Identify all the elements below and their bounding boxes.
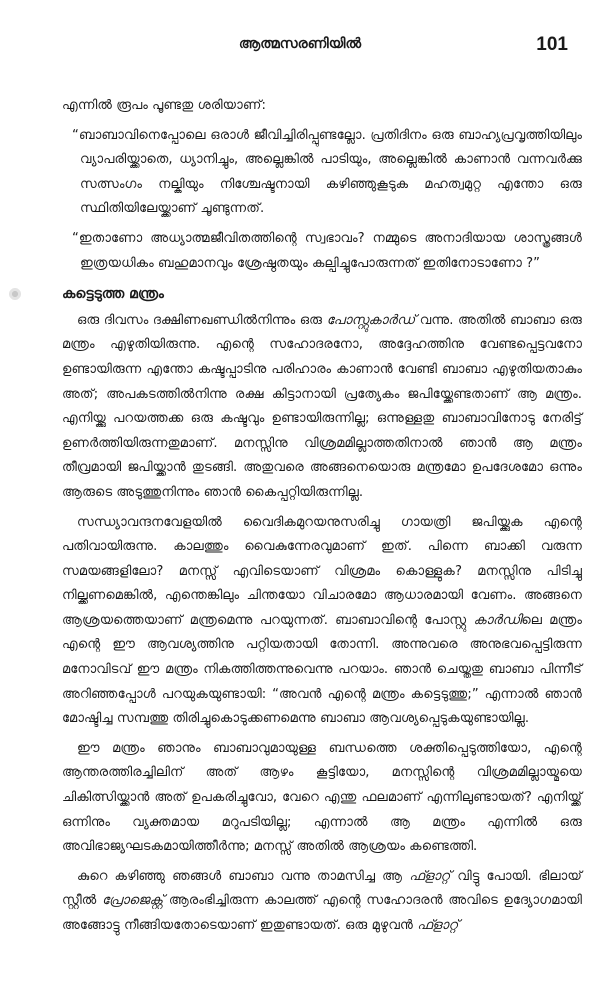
intro-paragraph: എന്നിൽ രൂപം പൂണ്ടതു ശരിയാണ്: xyxy=(62,98,266,113)
flat-term-1: ഫ്ളാറ്റ് xyxy=(409,868,451,884)
postcard-term: പോസ്റ്റുകാർഡ് xyxy=(326,312,416,328)
paragraph-4-text-c: ആരംഭിച്ചിരുന്ന കാലത്ത് എന്റെ സഹോദരൻ അവിടെ ഉദ്യോഗമായി അങ്ങോട്ടു നീങ്ങിയതോടെയാണ് ഇതുണ്ടായത്. ഒരു മുഴുവൻ xyxy=(62,893,582,933)
paragraph-2-text-a: സന്ധ്യാവന്ദനവേളയിൽ വൈദികമുറയനുസരിച്ചു ഗായത്രി ജപിയ്ക്കുക എന്റെ പതിവായിരുന്നു. കാലത്തും വൈകുന്നേരവുമാണ് ഇത്. പിന്നെ ബാക്കി വരുന്ന സമയങ്ങളിലോ? മനസ്സ് എവിടെയാണ് വിശ്രമം കൊള്ളുക? മനസ്സിനു പിടിച്ചു നില്ക്കണമെങ്കിൽ, എന്തെങ്കിലും ചിന്തയോ വിചാരമോ ആധാരമായി വേണം. അങ്ങനെ ആശ്രയത്തെയാണ് മന്ത്രമെന്നു പറയുന്നത്. ബാബാവിന്റെ പോസ്റ്റു xyxy=(62,514,582,628)
section-paragraph-2 xyxy=(62,511,582,732)
paragraph-1-text-a: ഒരു ദിവസം ദക്ഷിണഖണ്ഡിൽനിന്നും ഒരു xyxy=(77,312,327,328)
section-paragraph-3: ഈ മന്ത്രം ഞാനും ബാബാവുമായുള്ള ബന്ധത്തെ ശക്തിപ്പെടുത്തിയോ, എന്റെ ആന്തരത്തിരച്ചിലിന് അത് ആഴം കൂട്ടിയോ, മനസ്സിന്റെ വിശ്രമമില്ലായ്മയെ ചികിത്സിയ്ക്കാൻ അത് ഉപകരിച്ചുവോ, വേറെ എന്തു ഫലമാണ് എന്നിലുണ്ടായത്? എനിയ്ക്ക് ഒന്നിനും വ്യക്തമായ മറുപടിയില്ല; എന്നാൽ ആ മന്ത്രം എന്നിൽ ഒരു അവിഭാജ്യഘടകമായിത്തീർന്നു; മനസ്സ് അതിൽ ആശ്രയം കണ്ടെത്തി. xyxy=(62,740,582,855)
page-number: 101 xyxy=(536,34,568,55)
card-term: കാർഡി xyxy=(473,612,522,628)
section-heading-text: കട്ടെടുത്ത മന്ത്രം xyxy=(62,286,164,303)
paragraph-2-text-b: ലെ മന്ത്രം എന്റെ ഈ ആവശ്യത്തിനു പറ്റിയതായി തോന്നി. അന്നുവരെ അനുഭവപ്പെട്ടിരുന്ന മനോവിടവ് ഈ മന്ത്രം നികത്തിത്തന്നുവെന്നു പറയാം. ഞാൻ ചെയ്തതു ബാബാ പിന്നീട് അറിഞ്ഞപ്പോൾ പറയുകയുണ്ടായി: “അവൻ എന്റെ മന്ത്രം കട്ടെടുത്തു;” എന്നാൽ ഞാൻ മോഷ്ടിച്ച സമ്പത്തു തിരിച്ചുകൊടുക്കണമെന്നു ബാബാ ആവശ്യപ്പെടുകയുണ്ടായില്ല. xyxy=(62,612,582,727)
section-paragraph-4 xyxy=(62,865,582,939)
section-paragraph-1 xyxy=(62,309,582,506)
body-text xyxy=(62,94,582,944)
paragraph-4-text-a: കുറെ കഴിഞ്ഞു ഞങ്ങൾ ബാബാ വന്നു താമസിച്ച ആ xyxy=(77,868,410,884)
project-term: പ്രോജെക്റ്റ് xyxy=(102,893,164,909)
section-heading xyxy=(62,282,582,307)
paragraph-4-text-b: വിട്ടു പോയി. ഭിലായ് സ്റ്റീൽ xyxy=(62,868,582,909)
quote-paragraph-2: “ഇതാണോ അധ്യാത്മജീവിതത്തിന്റെ സ്വഭാവം? നമ്മുടെ അനാദിയായ ശാസ്ത്രങ്ങൾ ഇത്രയധികം ബഹുമാനവും ശ്രേഷ്ഠതയും കല്പിച്ചുപോരുന്നത് ഇതിനോടാണോ ?” xyxy=(72,230,582,271)
section-marker-icon xyxy=(8,287,22,301)
running-title: ആത്മസരണിയിൽ xyxy=(238,36,362,52)
flat-term-2: ഫ്ളാറ്റ് xyxy=(417,918,459,933)
paragraph-1-text-b: വന്നു. അതിൽ ബാബാ ഒരു മന്ത്രം എഴുതിയിരുന്നു. എന്റെ സഹോദരനോ, അദ്ദേഹത്തിനു വേണ്ടപ്പെട്ടവനോ ഉണ്ടായിരുന്ന എന്തോ കഷ്ടപ്പാടിനു പരിഹാരം കാണാൻ വേണ്ടി ബാബാ എഴുതിയതാകും അത്; അപകടത്തിൽനിന്നു രക്ഷ കിട്ടാനായി പ്രത്യേകം ജപിയ്ക്കേണ്ടതാണ് ആ മന്ത്രം. എനിയ്ക്കു പറയത്തക്ക ഒരു കഷ്ടവും ഉണ്ടായിരുന്നില്ല; ഒന്നുള്ളതു ബാബാവിനോടു നേരിട്ട് ഉണർത്തിയിരുന്നതുമാണ്. മനസ്സിനു വിശ്രമമില്ലാത്തതിനാൽ ഞാൻ ആ മന്ത്രം തീവ്രമായി ജപിയ്ക്കാൻ തുടങ്ങി. അതുവരെ അങ്ങനെയൊരു മന്ത്രമോ ഉപദേശമോ ഒന്നും ആരുടെ അടുത്തുനിന്നും ഞാൻ കൈപ്പറ്റിയിരുന്നില്ല. xyxy=(62,312,582,500)
quote-paragraph-1: “ബാബാവിനെപ്പോലെ ഒരാൾ ജീവിച്ചിരിപ്പുണ്ടല്ലോ. പ്രതിദിനം ഒരു ബാഹ്യപ്രവൃത്തിയിലും വ്യാപരിയ്ക്കാതെ, ധ്യാനിച്ചും, അല്ലെങ്കിൽ പാടിയും, അല്ലെങ്കിൽ കാണാൻ വന്നവർക്കു സത്സംഗം നല്കിയും നിശ്ചേഷ്ടനായി കഴിഞ്ഞുകൂടുക മഹത്വമുറ്റ എന്തോ ഒരു സ്ഥിതിയിലേയ്ക്കാണ് ചൂണ്ടുന്നത്. xyxy=(72,127,582,217)
